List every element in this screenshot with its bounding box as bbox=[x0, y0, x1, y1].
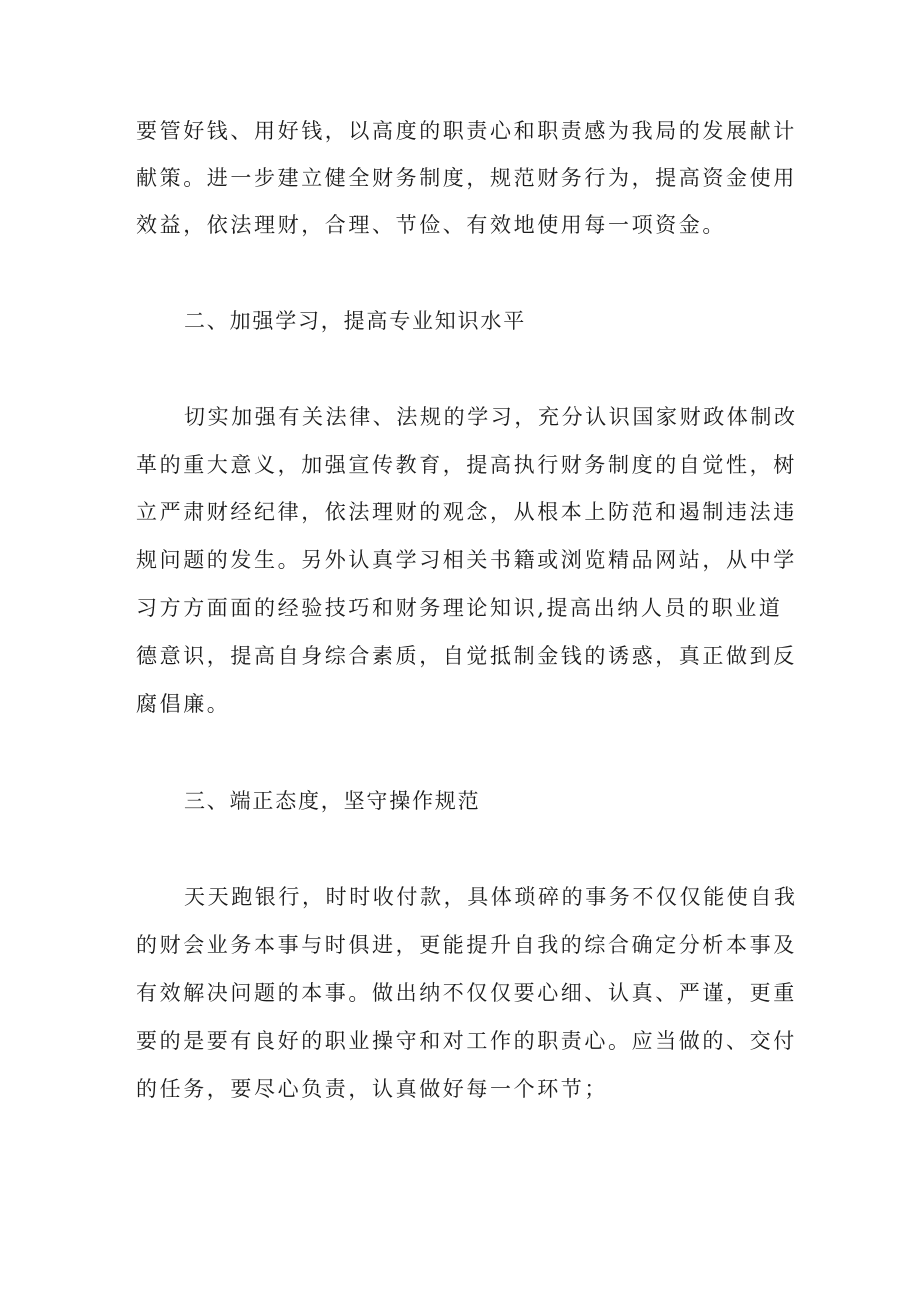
paragraph-3-line-4: 要的是要有良好的职业操守和对工作的职责心。应当做的、交付 bbox=[136, 1029, 797, 1053]
section-heading-3: 三、端正态度，坚守操作规范 bbox=[184, 789, 481, 813]
paragraph-2-line-2: 革的重大意义，加强宣传教育，提高执行财务制度的自觉性，树 bbox=[136, 453, 797, 477]
paragraph-2-line-6: 德意识，提高自身综合素质，自觉抵制金钱的诱惑，真正做到反 bbox=[136, 644, 797, 668]
paragraph-2-line-4: 规问题的发生。另外认真学习相关书籍或浏览精品网站，从中学 bbox=[136, 548, 797, 572]
paragraph-2-line-1: 切实加强有关法律、法规的学习，充分认识国家财政体制改 bbox=[184, 405, 798, 429]
paragraph-3-line-3: 有效解决问题的本事。做出纳不仅仅要心细、认真、严谨，更重 bbox=[136, 981, 797, 1005]
section-heading-2: 二、加强学习，提高专业知识水平 bbox=[184, 309, 526, 333]
paragraph-3-line-2: 的财会业务本事与时俱进，更能提升自我的综合确定分析本事及 bbox=[136, 933, 797, 957]
paragraph-1-line-1: 要管好钱、用好钱，以高度的职责心和职责感为我局的发展献计 bbox=[136, 119, 797, 143]
paragraph-1-line-3: 效益，依法理财，合理、节俭、有效地使用每一项资金。 bbox=[136, 213, 726, 237]
paragraph-2-line-3: 立严肃财经纪律，依法理财的观念，从根本上防范和遏制违法违 bbox=[136, 500, 797, 524]
paragraph-3-line-1: 天天跑银行，时时收付款，具体琐碎的事务不仅仅能使自我 bbox=[184, 885, 798, 909]
paragraph-3-line-5: 的任务，要尽心负责，认真做好每一个环节； bbox=[136, 1077, 608, 1101]
paragraph-2-line-5: 习方方面面的经验技巧和财务理论知识,提高出纳人员的职业道 bbox=[136, 596, 783, 620]
paragraph-1-line-2: 献策。进一步建立健全财务制度，规范财务行为，提高资金使用 bbox=[136, 166, 797, 190]
paragraph-2-line-7: 腐倡廉。 bbox=[136, 692, 231, 716]
